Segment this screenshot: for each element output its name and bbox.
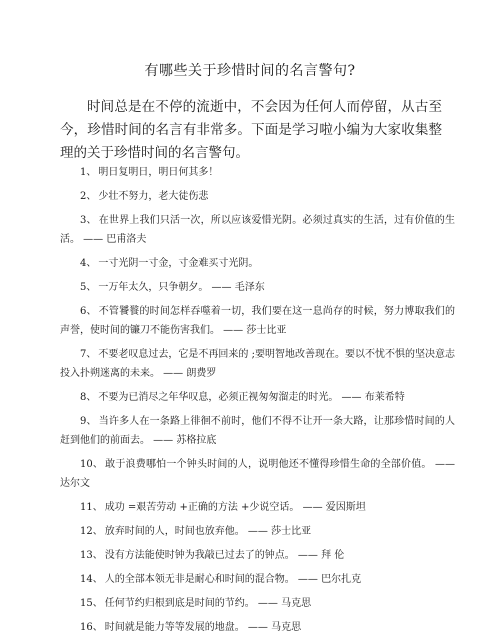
quote-text: 在世界上我们只活一次，所以应该爱惜光阴。必须过真实的生活，过有价值的生活。 —— 巴甫洛夫 — [60, 215, 455, 245]
quote-text: 不要为已消尽之年华叹息，必须正视匆匆溜走的时光。 —— 布莱希特 — [98, 392, 405, 403]
quote-number: 4、 — [80, 258, 97, 269]
quote-text: 不要老叹息过去，它是不再回来的 ;要明智地改善现在。要以不忧不惧的坚决意志投入扑朔迷离的未来。 —— 朗费罗 — [60, 349, 455, 379]
quote-text: 时间就是能力等等发展的地盘。 —— 马克思 — [104, 622, 302, 633]
quote-number: 1、 — [80, 167, 97, 178]
quote-item — [60, 412, 455, 450]
quote-item — [60, 278, 455, 297]
quote-text: 少壮不努力，老大徒伤悲 — [98, 191, 209, 202]
quote-number: 5、 — [80, 282, 97, 293]
quote-text: 人的全部本领无非是耐心和时间的混合物。 —— 巴尔扎克 — [104, 574, 362, 585]
quote-item — [60, 594, 455, 613]
quote-item — [60, 163, 455, 182]
quote-number: 6、 — [80, 306, 97, 317]
quote-item — [60, 522, 455, 541]
article-title: 有哪些关于珍惜时间的名言警句? — [144, 63, 356, 79]
quote-number: 12、 — [80, 526, 103, 537]
quote-text: 没有方法能使时钟为我敲已过去了的钟点。 —— 拜 伦 — [104, 550, 345, 561]
quote-text: 任何节约归根到底是时间的节约。 —— 马克思 — [104, 598, 312, 609]
quote-item — [60, 254, 455, 273]
article-intro: 时间总是在不停的流逝中，不会因为任何人而停留，从古至今，珍惜时间的名言有非常多。下面是学习啦小编为大家收集整理的关于珍惜时间的名言警句。 — [60, 99, 442, 161]
quote-list — [60, 163, 455, 642]
quote-number: 16、 — [80, 622, 103, 633]
quote-item — [60, 498, 455, 517]
quote-item — [60, 388, 455, 407]
quote-text: 明日复明日，明日何其多！ — [98, 167, 219, 178]
quote-item — [60, 618, 455, 637]
quote-item — [60, 211, 455, 249]
quote-text: 当许多人在一条路上徘徊不前时，他们不得不让开一条大路，让那珍惜时间的人赶到他们的前面去。 —— 苏格拉底 — [60, 416, 455, 446]
quote-number: 13、 — [80, 550, 103, 561]
quote-item — [60, 546, 455, 565]
quote-item — [60, 302, 455, 340]
quote-text: 一寸光阴一寸金，寸金难买寸光阴。 — [98, 258, 259, 269]
quote-number: 7、 — [80, 349, 97, 360]
quote-number: 10、 — [80, 459, 104, 470]
quote-number: 14、 — [80, 574, 103, 585]
quote-number: 8、 — [80, 392, 97, 403]
quote-item — [60, 345, 455, 383]
quote-number: 3、 — [80, 215, 97, 226]
quote-text: 放弃时间的人，时间也放弃他。 —— 莎士比亚 — [104, 526, 312, 537]
quote-text: 成功 =艰苦劳动 +正确的方法 +少说空话。 —— 爱因斯坦 — [104, 502, 366, 513]
quote-item — [60, 187, 455, 206]
quote-text: 敢于浪费哪怕一个钟头时间的人，说明他还不懂得珍惜生命的全部价值。 —— 达尔文 — [60, 459, 455, 489]
quote-number: 15、 — [80, 598, 103, 609]
quote-item — [60, 570, 455, 589]
quote-text: 不管饕餮的时间怎样吞噬着一切，我们要在这一息尚存的时候，努力博取我们的声誉，使时间的镰刀不能伤害我们。 —— 莎士比亚 — [60, 306, 455, 336]
quote-item — [60, 455, 455, 493]
quote-number: 9、 — [80, 416, 97, 427]
quote-number: 11、 — [80, 502, 103, 513]
quote-text: 一万年太久，只争朝夕。 —— 毛泽东 — [98, 282, 265, 293]
quote-number: 2、 — [80, 191, 97, 202]
